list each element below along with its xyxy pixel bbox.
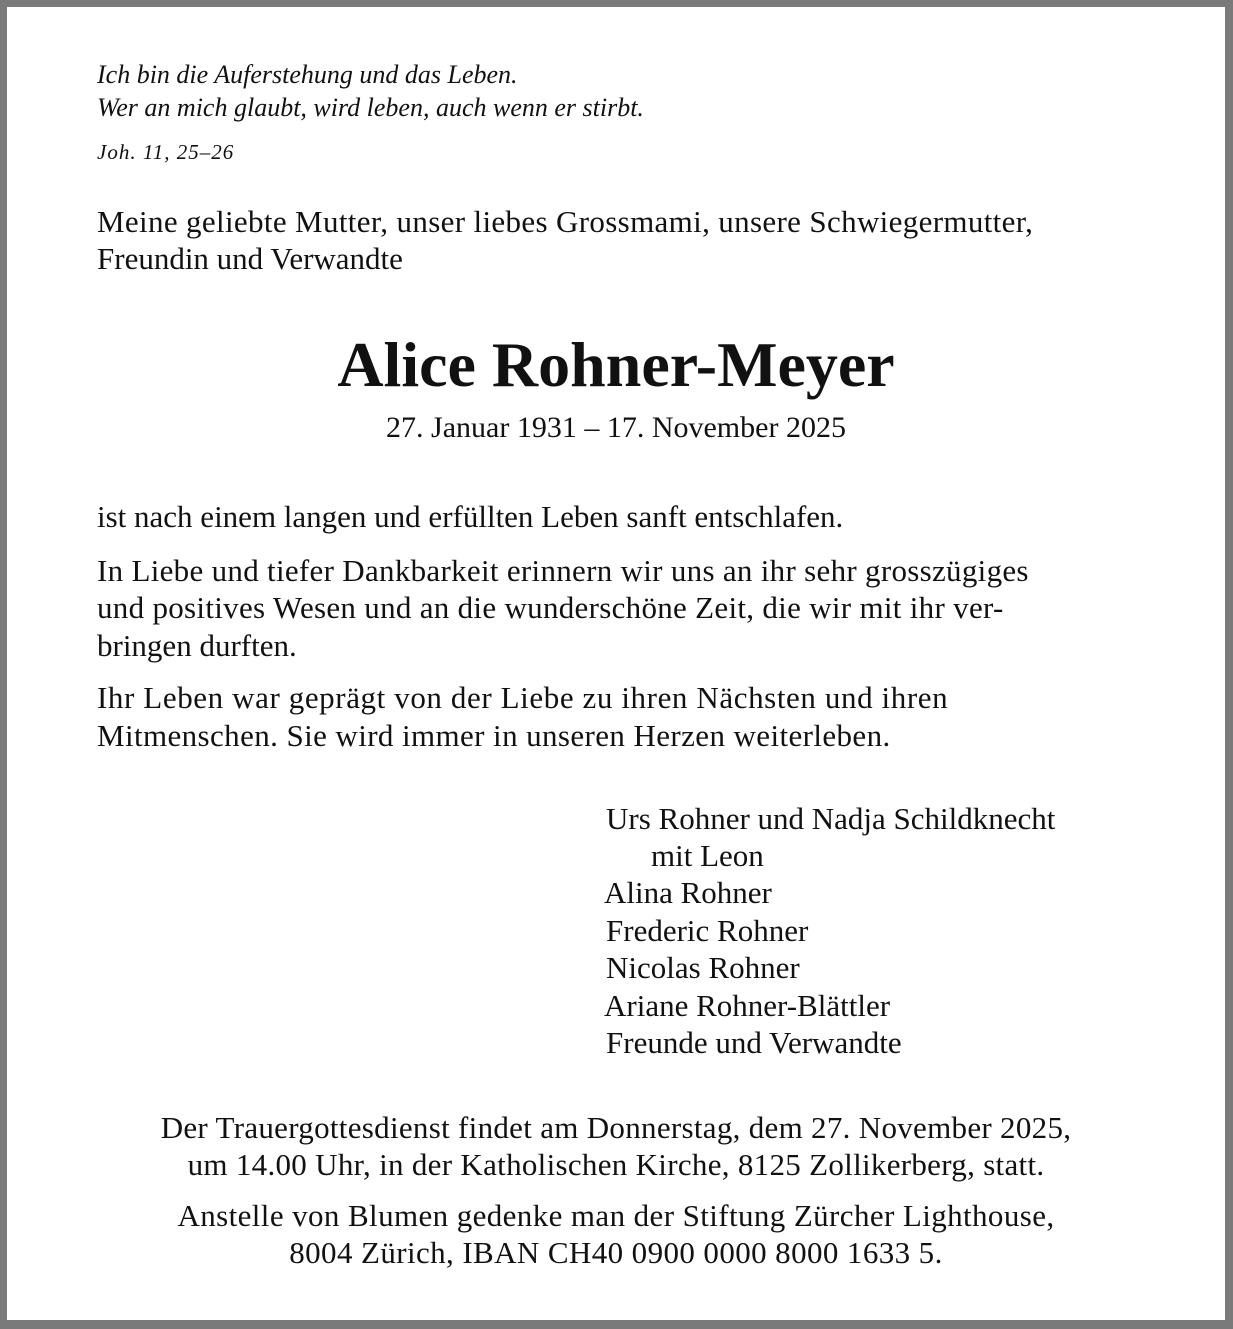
body-paragraph: ist nach einem langen und erfüllten Leben sanft entschlafen.: [97, 499, 844, 534]
quote-line: Wer an mich glaubt, wird leben, auch wenn er stirbt.: [97, 93, 644, 122]
mourner: Nicolas Rohner: [606, 950, 800, 985]
service-info: Der Trauergottesdienst findet am Donnerstag, dem 27. November 2025,: [160, 1110, 1072, 1145]
deceased-name: Alice Rohner-Meyer: [337, 329, 895, 400]
mourner: Urs Rohner und Nadja Schildknecht: [606, 801, 1056, 836]
body-line: Ihr Leben war geprägt von der Liebe zu ihren Nächsten und ihren: [97, 680, 949, 715]
obituary-page: [7, 7, 1225, 1320]
body-line: bringen durften.: [97, 628, 297, 663]
intro-line: Freundin und Verwandte: [97, 241, 403, 276]
mourner: Freunde und Verwandte: [606, 1025, 902, 1060]
body-line: Mitmenschen. Sie wird immer in unseren Herzen weiterleben.: [97, 718, 891, 753]
body-line: In Liebe und tiefer Dankbarkeit erinnern wir uns an ihr sehr grosszügiges: [97, 553, 1029, 588]
donation-info: 8004 Zürich, IBAN CH40 0900 0000 8000 1633 5.: [289, 1235, 943, 1270]
mourner: Ariane Rohner-Blättler: [604, 988, 891, 1023]
body-line: und positives Wesen und an die wunderschöne Zeit, die wir mit ihr ver-: [97, 590, 1004, 625]
donation-info: Anstelle von Blumen gedenke man der Stiftung Zürcher Lighthouse,: [177, 1198, 1055, 1233]
mourner: Frederic Rohner: [606, 913, 809, 948]
life-dates: 27. Januar 1931 – 17. November 2025: [386, 411, 846, 444]
quote-reference: Joh. 11, 25–26: [97, 140, 235, 164]
mourner: mit Leon: [651, 838, 764, 873]
service-info: um 14.00 Uhr, in der Katholischen Kirche, 8125 Zollikerberg, statt.: [187, 1147, 1045, 1182]
intro-line: Meine geliebte Mutter, unser liebes Grossmami, unsere Schwiegermutter,: [97, 204, 1034, 239]
quote-line: Ich bin die Auferstehung und das Leben.: [97, 60, 518, 89]
mourner: Alina Rohner: [604, 875, 772, 910]
